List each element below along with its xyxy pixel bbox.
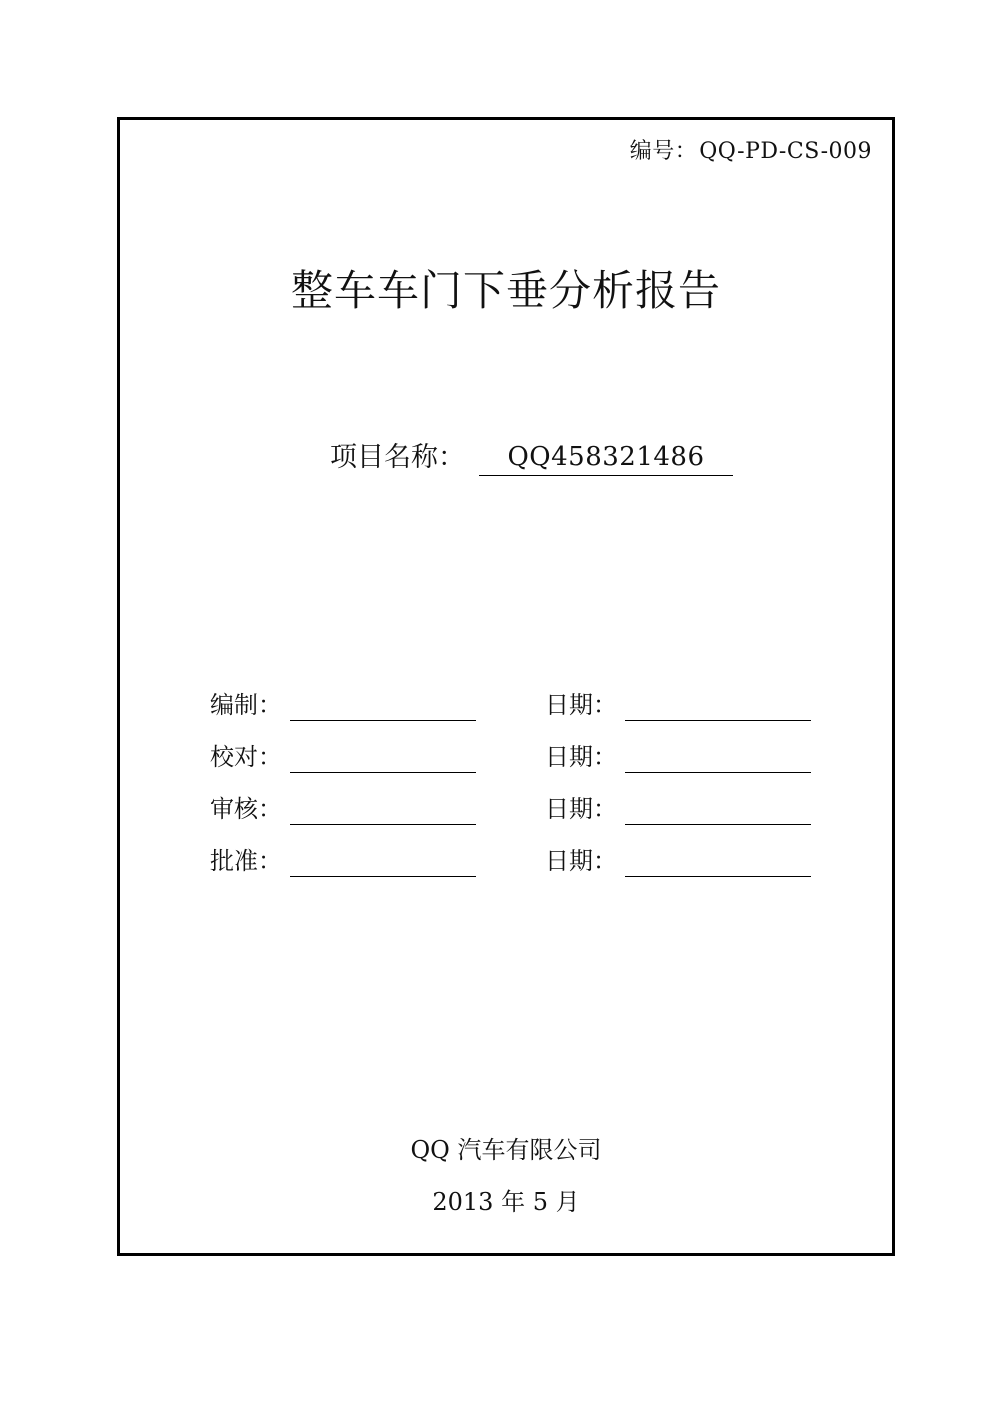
proofread-date-field[interactable]: [625, 742, 811, 773]
signature-row-proofread: [210, 737, 810, 789]
signature-row-approve: [210, 841, 810, 893]
approve-date-cell: [545, 841, 811, 877]
review-date-cell: [545, 789, 811, 825]
compile-label: 编制：: [210, 691, 282, 719]
review-cell: [210, 789, 476, 825]
signature-table: [210, 685, 810, 893]
approve-cell: [210, 841, 476, 877]
document-number: [630, 134, 872, 165]
compile-date-field[interactable]: [625, 690, 811, 721]
compile-date-label: 日期：: [545, 691, 617, 719]
project-name-row: [330, 440, 733, 476]
issue-date: 2013 年 5 月: [432, 1188, 580, 1216]
proofread-signature-field[interactable]: [290, 742, 476, 773]
report-title: 整车车门下垂分析报告: [290, 266, 721, 315]
company-name: QQ 汽车有限公司: [410, 1136, 602, 1164]
signature-row-review: [210, 789, 810, 841]
review-label: 审核：: [210, 795, 282, 823]
proofread-date-cell: [545, 737, 811, 773]
document-number-value: QQ-PD-CS-009: [699, 139, 872, 164]
compile-signature-field[interactable]: [290, 690, 476, 721]
review-date-label: 日期：: [545, 795, 617, 823]
approve-date-label: 日期：: [545, 847, 617, 875]
project-name-label: 项目名称：: [330, 442, 465, 473]
project-name-field[interactable]: QQ458321486: [479, 441, 733, 476]
approve-label: 批准：: [210, 847, 282, 875]
proofread-date-label: 日期：: [545, 743, 617, 771]
document-number-label: 编号：: [629, 139, 698, 164]
proofread-label: 校对：: [210, 743, 282, 771]
proofread-cell: [210, 737, 476, 773]
approve-signature-field[interactable]: [290, 846, 476, 877]
compile-date-cell: [545, 685, 811, 721]
signature-row-compile: [210, 685, 810, 737]
compile-cell: [210, 685, 476, 721]
approve-date-field[interactable]: [625, 846, 811, 877]
cover-frame: [117, 117, 895, 1256]
review-date-field[interactable]: [625, 794, 811, 825]
review-signature-field[interactable]: [290, 794, 476, 825]
